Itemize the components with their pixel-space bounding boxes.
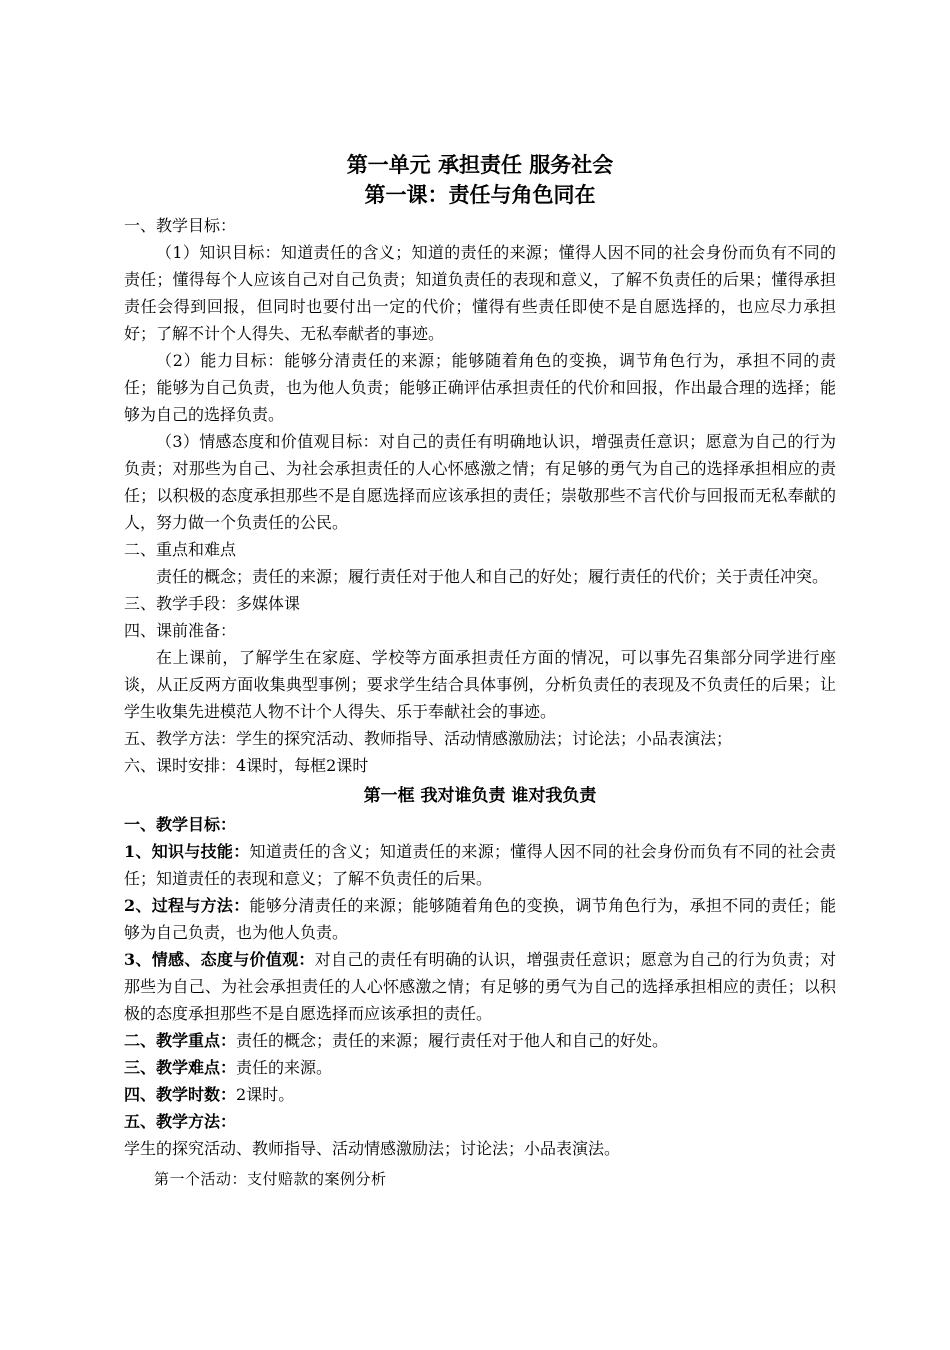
goal-label: 3、情感、态度与价值观： (124, 950, 315, 969)
goal-text: 对自己的责任有明确的认识，增强责任意识；愿意为自己的行为负责；对那些为自己、为社会承担责任的人心怀感激之情；有足够的勇气为自己的选择承担相应的责任；以积极的态度承担那些不是自愿选择而应该承担的责任。 (124, 950, 836, 1023)
frame-goal-process (124, 892, 836, 946)
goals-heading: 一、教学目标： (124, 216, 237, 235)
key-points-heading: 二、重点和难点 (124, 540, 237, 559)
lesson-title: 第一课：责任与角色同在 (364, 182, 596, 207)
frame-goal-knowledge (124, 838, 836, 892)
preparation-text: 在上课前，了解学生在家庭、学校等方面承担责任方面的情况，可以事先召集部分同学进行座谈，从正反两方面收集典型事例；要求学生结合具体事例，分析负责任的表现及不负责任的后果；让学生收集先进模范人物不计个人得失、乐于奉献社会的事迹。 (124, 648, 836, 721)
frame-key-point (124, 1027, 836, 1054)
difficulty-label: 三、教学难点： (124, 1058, 237, 1077)
frame-method-text: 学生的探究活动、教师指导、活动情感激励法；讨论法；小品表演法。 (124, 1139, 621, 1158)
key-text: 责任的概念；责任的来源；履行责任对于他人和自己的好处。 (236, 1031, 669, 1050)
frame-goal-attitude (124, 946, 836, 1027)
teaching-means: 三、教学手段：多媒体课 (124, 594, 301, 613)
hours-label: 四、教学时数： (124, 1085, 237, 1104)
goal-label: 2、过程与方法： (124, 896, 250, 915)
goal-text: 知道责任的含义；知道责任的来源；懂得人因不同的社会身份而负有不同的社会责任；知道责任的表现和意义；了解不负责任的后果。 (124, 842, 836, 888)
document-content (124, 150, 836, 1193)
knowledge-goal: （1）知识目标：知道责任的含义；知道的责任的来源；懂得人因不同的社会身份而负有不同的责任；懂得每个人应该自己对自己负责；知道负责任的表现和意义，了解不负责任的后果；懂得承担责任会得到回报，但同时也要付出一定的代价；懂得有些责任即使不是自愿选择的，也应尽力承担好；了解不计个人得失、无私奉献者的事迹。 (124, 243, 836, 343)
goal-label: 1、知识与技能： (124, 842, 250, 861)
class-schedule: 六、课时安排：4课时，每框2课时 (124, 756, 369, 775)
first-activity: 第一个活动：支付赔款的案例分析 (154, 1170, 387, 1188)
frame-goals-heading: 一、教学目标： (124, 815, 237, 834)
teaching-methods: 五、教学方法：学生的探究活动、教师指导、活动情感激励法；讨论法；小品表演法； (124, 729, 733, 748)
ability-goal: （2）能力目标：能够分清责任的来源；能够随着角色的变换，调节角色行为，承担不同的责任；能够为自己负责，也为他人负责；能够正确评估承担责任的代价和回报，作出最合理的选择；能够为自己的选择负责。 (124, 351, 836, 424)
key-label: 二、教学重点： (124, 1031, 237, 1050)
unit-title: 第一单元 承担责任 服务社会 (346, 152, 614, 177)
hours-text: 2课时。 (236, 1085, 295, 1104)
frame-hours (124, 1081, 836, 1108)
frame-method-heading: 五、教学方法： (124, 1112, 237, 1131)
frame-title: 第一框 我对谁负责 谁对我负责 (363, 786, 597, 806)
frame-difficulty (124, 1054, 836, 1081)
goal-text: 能够分清责任的来源；能够随着角色的变换，调节角色行为，承担不同的责任；能够为自己负责，也为他人负责。 (124, 896, 836, 942)
key-points-text: 责任的概念；责任的来源；履行责任对于他人和自己的好处；履行责任的代价；关于责任冲突。 (156, 567, 829, 586)
difficulty-text: 责任的来源。 (236, 1058, 333, 1077)
attitude-goal: （3）情感态度和价值观目标：对自己的责任有明确地认识，增强责任意识；愿意为自己的行为负责；对那些为自己、为社会承担责任的人心怀感激之情；有足够的勇气为自己的选择承担相应的责任；以积极的态度承担那些不是自愿选择而应该承担的责任；崇敬那些不言代价与回报而无私奉献的人，努力做一个负责任的公民。 (124, 432, 836, 532)
preparation-heading: 四、课前准备： (124, 621, 237, 640)
